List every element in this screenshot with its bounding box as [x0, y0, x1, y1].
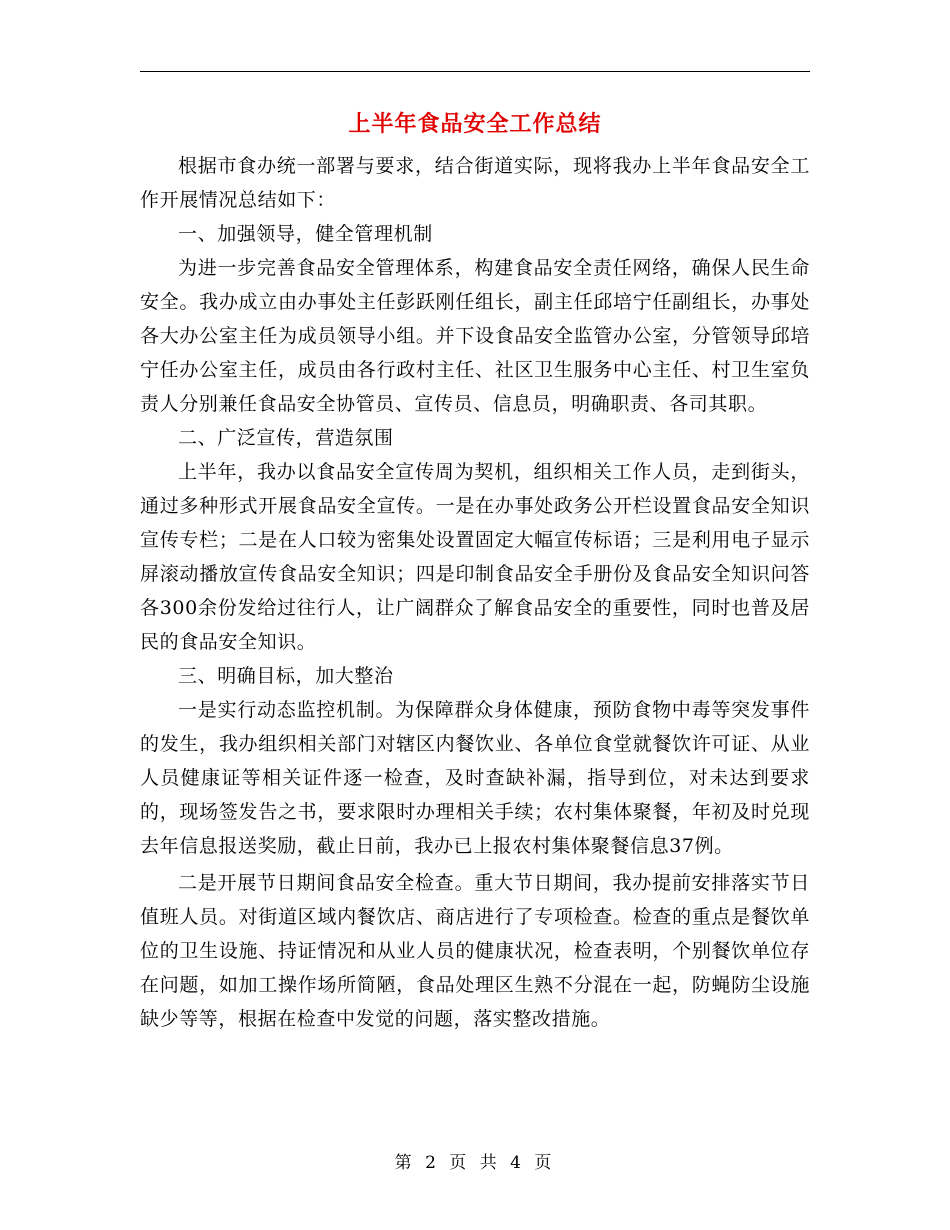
intro-paragraph: 根据市食办统一部署与要求，结合街道实际，现将我办上半年食品安全工作开展情况总结如下： [140, 155, 810, 211]
section-heading-1: 一、加强领导，健全管理机制 [178, 223, 433, 245]
section-3-paragraph-1: 一是实行动态监控机制。为保障群众身体健康，预防食物中毒等突发事件的发生，我办组织相关部门对辖区内餐饮业、各单位食堂就餐饮许可证、从业人员健康证等相关证件逐一检查，及时查缺补漏，指导到位，对未达到要求的，现场签发告之书，要求限时办理相关手续；农村集体聚餐，年初及时兑现去年信息报送奖励，截止日前，我办已上报农村集体聚餐信息37例。 [140, 699, 810, 857]
header-rule [140, 71, 810, 72]
section-1-paragraph: 为进一步完善食品安全管理体系，构建食品安全责任网络，确保人民生命安全。我办成立由办事处主任彭跃刚任组长，副主任邱培宁任副组长，办事处各大办公室主任为成员领导小组。并下设食品安全监管办公室，分管领导邱培宁任办公室主任，成员由各行政村主任、社区卫生服务中心主任、村卫生室负责人分别兼任食品安全协管员、宣传员、信息员，明确职责、各司其职。 [140, 257, 810, 415]
document-body [140, 149, 810, 1036]
section-2-paragraph: 上半年，我办以食品安全宣传周为契机，组织相关工作人员，走到街头，通过多种形式开展食品安全宣传。一是在办事处政务公开栏设置食品安全知识宣传专栏；二是在人口较为密集处设置固定大幅宣传标语；三是利用电子显示屏滚动播放宣传食品安全知识；四是印制食品安全手册份及食品安全知识问答各300余份发给过往行人，让广阔群众了解食品安全的重要性，同时也普及居民的食品安全知识。 [140, 461, 810, 653]
section-3-paragraph-2: 二是开展节日期间食品安全检查。重大节日期间，我办提前安排落实节日值班人员。对街道区域内餐饮店、商店进行了专项检查。检查的重点是餐饮单位的卫生设施、持证情况和从业人员的健康状况，检查表明，个别餐饮单位存在问题，如加工操作场所简陋，食品处理区生熟不分混在一起，防蝇防尘设施缺少等等，根据在检查中发觉的问题，落实整改措施。 [140, 872, 810, 1030]
section-heading-2: 二、广泛宣传，营造氛围 [178, 427, 394, 449]
section-heading-3: 三、明确目标，加大整治 [178, 665, 394, 687]
page-number: 第 2 页 共 4 页 [394, 1153, 556, 1173]
document-title: 上半年食品安全工作总结 [348, 112, 602, 137]
